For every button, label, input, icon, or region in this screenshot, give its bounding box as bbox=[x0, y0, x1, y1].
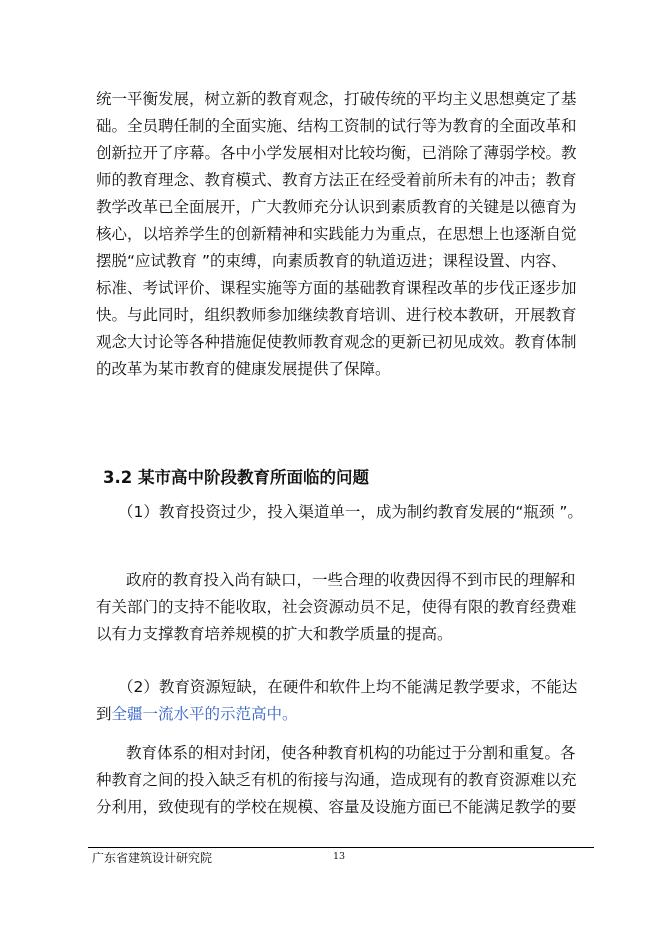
text-line: 观念大讨论等各种措施促使教师教育观念的更新已初见成效。教育体制 bbox=[96, 333, 577, 351]
text-line bbox=[96, 701, 588, 728]
text-line: 快。与此同时，组织教师参加继续教育培训、进行校本教研，开展教育 bbox=[96, 306, 577, 324]
paragraph-government-funding bbox=[96, 567, 588, 648]
text-line: （2）教育资源短缺，在硬件和软件上均不能满足教学要求，不能达 bbox=[118, 678, 578, 696]
text-line: 核心，以培养学生的创新精神和实践能力为重点，在思想上也逐渐自觉 bbox=[96, 225, 577, 243]
text-line: 摆脱“应试教育 ”的束缚，向素质教育的轨道迈进；课程设置、内容、 bbox=[96, 252, 567, 270]
text-line: 政府的教育投入尚有缺口，一些合理的收费因得不到市民的理解和 bbox=[126, 571, 576, 589]
text-line: 师的教育理念、教育模式、教育方法正在经受着前所未有的冲击；教育 bbox=[96, 171, 577, 189]
text-line: 教学改革已全面展开，广大教师充分认识到素质教育的关键是以德育为 bbox=[96, 198, 577, 216]
text-line: （1）教育投资过少，投入渠道单一，成为制约教育发展的“瓶颈 ”。 bbox=[118, 503, 583, 521]
text-line: 以有力支撑教育培养规模的扩大和教学质量的提高。 bbox=[96, 625, 453, 643]
paragraph-education-system bbox=[96, 740, 588, 821]
list-item-investment bbox=[96, 499, 588, 526]
text-line: 的改革为某市教育的健康发展提供了保障。 bbox=[96, 360, 391, 378]
text-line: 有关部门的支持不能收取，社会资源动员不足，使得有限的教育经费难 bbox=[96, 598, 577, 616]
text-line: 教育体系的相对封闭，使各种教育机构的功能过于分割和重复。各 bbox=[126, 744, 576, 762]
text-line: 种教育之间的投入缺乏有机的衔接与沟通，造成现有的教育资源难以充 bbox=[96, 771, 577, 789]
list-item-resources bbox=[96, 674, 588, 728]
footer-organization: 广东省建筑设计研究院 bbox=[92, 851, 213, 865]
paragraph-reform-progress bbox=[96, 86, 588, 383]
text-line: 标准、考试评价、课程实施等方面的基础教育课程改革的步伐正逐步加 bbox=[96, 279, 577, 297]
hyperlink-model-school[interactable]: 全疆一流水平的示范高中。 bbox=[111, 705, 298, 723]
text-line: 础。全员聘任制的全面实施、结构工资制的试行等为教育的全面改革和 bbox=[96, 117, 577, 135]
footer-divider bbox=[88, 847, 594, 848]
text-fragment: 到 bbox=[96, 705, 112, 723]
text-line: 统一平衡发展，树立新的教育观念，打破传统的平均主义思想奠定了基 bbox=[96, 90, 577, 108]
text-line: 创新拉开了序幕。各中小学发展相对比较均衡，已消除了薄弱学校。教 bbox=[96, 144, 577, 162]
section-heading: 3.2 某市高中阶段教育所面临的问题 bbox=[103, 468, 369, 487]
page-number: 13 bbox=[333, 851, 346, 862]
text-line: 分利用，致使现有的学校在规模、容量及设施方面已不能满足教学的要 bbox=[96, 798, 577, 816]
